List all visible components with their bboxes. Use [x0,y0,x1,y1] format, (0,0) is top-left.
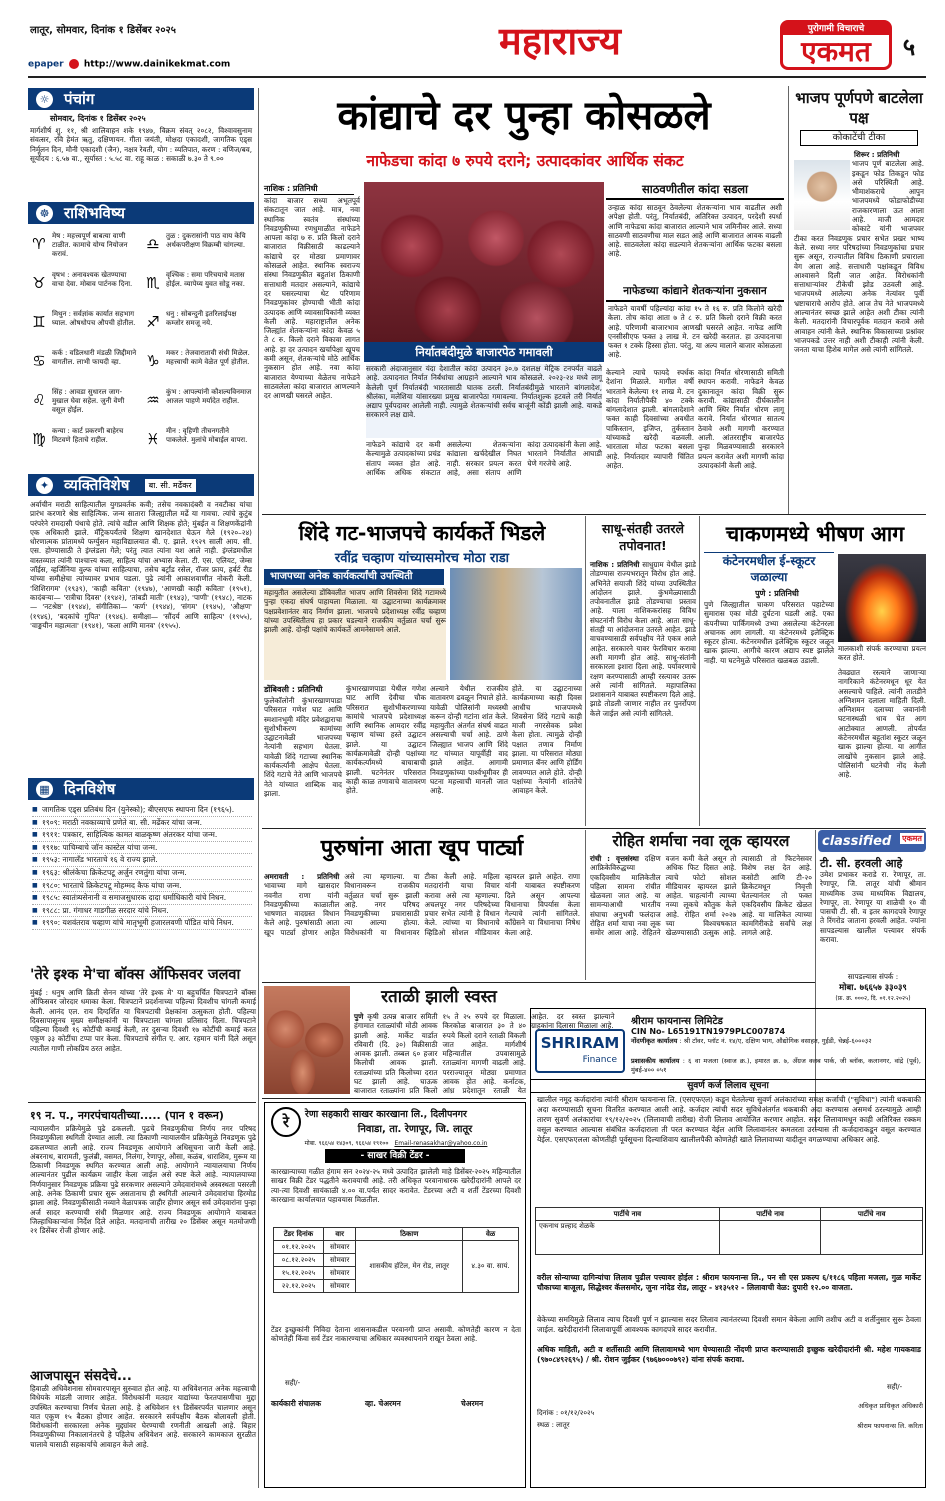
rashi-item [144,232,252,267]
shriram-sign: सही/- [887,1383,903,1391]
zodiac-sign-icon: ♍ [32,430,46,448]
chakan-byline: पुणे : प्रतिनिधी [755,589,799,598]
paper-logo-box [780,20,892,70]
rohit-headline: रोहित शर्माचा नवा लूक व्हायरल [612,832,790,850]
ratali-text: कृषी उत्पन्न बाजार समिती हंगामात रताळ्यांची मोठी आवक झाली आहे. मार्केट यार्डात रविवारी (दि. ३०) विक्रीसाठी आवक झाली. तब्बल ६० हजार किलोची आवक झाली. रताळ्यांच्या प्रति किलोच्या दरात घट झाली आहे. घाऊक बाजारात रताळ्यांना प्रति किलो १५ ते २५ रुपये दर मिळाला. किरकोळ बाजारात ३० ते ४० रुपये किलो दराने रताळी विकली जात आहेत. मार्गशीर्ष महिन्यातील उपवासामुळे रताळ्यांना मागणी वाढली आहे. परराज्यातून मोठ्या प्रमाणात आवक होत आहे. कर्नाटक, आंध्र प्रदेशातून रताळी येत आहेत. दर स्वस्त झाल्याने ग्राहकांना दिलासा मिळाला आहे. [354,1012,615,1096]
renaa-table-row [274,1241,519,1254]
shriram-logo-main: SHRIRAM [540,1034,620,1052]
bjp-byline: शिरूर : प्रतिनिधी [854,150,900,159]
shriram-office-text: श्री टॉवर, प्लॉट नं. १४/ए, दक्षिण भाग, औद्योगिक वसाहत, गुईंडी, चेन्नई-६०००३२ [683,1037,872,1045]
dinvishesh-item: ■ जागतिक एड्स प्रतिबंध दिन (युनेस्को); बीएसएफ स्थापना दिन (१९६५). [32,804,252,817]
rashi-item [30,427,138,462]
dinvishesh-item: ■ १९८५: स्वातंत्र्यसेनानी व समाजसुधारक दादा धर्माधिकारी यांचे निधन. [32,892,252,905]
bjp-text: भाजप पूर्ण बाटलेला आहे. इकडून फोड तिकडून फोड असे परिस्थिती आहे. भीमाशंकराचे आपुन भाजपमध्ये फोडाफोडीच्या राजकारणाला ऊत आला आहे. माजी आमदार कोकाटे यांनी भाजपवर टीका करत निवडणूक प्रचार सभेत प्रखर भाष्य केले. सध्या नगर परिषदांच्या निवडणुकांचा प्रचार सुरू असून, राज्यातील विविध ठिकाणी प्रचाराला वेग आला आहे. सत्ताधारी पक्षांकडून विविध आश्वासने दिली जात आहेत. विरोधकांनी सत्ताधाऱ्यांवर टीकेची झोड उठवली आहे. भाजपमध्ये आलेल्या अनेक नेत्यांवर पूर्वी भ्रष्टाचाराचे आरोप होते. आज तेच नेते भाजपमध्ये आल्यानंतर स्वच्छ झाले आहेत अशी टीका त्यांनी केली. मतदारांनी विचारपूर्वक मतदान करावे असे आवाहन त्यांनी केले. स्थानिक विकासाच्या प्रश्नांवर भाजपकडे उत्तर नाही अशी टीकाही त्यांनी केली. जनता याचा हिशेब मागेल असे त्यांनी सांगितले. [794,159,924,355]
ishq-body: मुंबई : धनुष आणि क्रिती सेनन यांच्या 'तेरे इश्क मे' या बहुचर्चित चित्रपटाने बॉक्स ऑफिसवर जोरदार धमाका केला. चित्रपटाने प्रदर्शनाच्या पहिल्या दिवशीच चांगली कमाई केली. आनंद एल. राय दिग्दर्शित या चित्रपटाची प्रेक्षकांना उत्सुकता होती. पहिल्या दिवसापासूनच मुख्य समीक्षकांनी या चित्रपटाला चांगला प्रतिसाद दिला. चित्रपटाने पहिल्या दिवशी १६ कोटींची कमाई केली, तर दुसऱ्या दिवशी १७ कोटींची कमाई करत एकूण ३३ कोटींचा टप्पा पार केला. चित्रपटाचे संगीत ए. आर. रहमान यांनी दिले असून त्यातील गाणी लोकप्रिय ठरत आहेत. [30,988,256,1053]
vyakti-title-bar [28,474,254,496]
zodiac-sign-icon: ♊ [32,313,46,331]
np-body: न्यायालयीन प्रक्रियेमुळे पुढे ढकलली. पुढचे निवडणुकीचा निर्णय नगर परिषद निवडणुकीला स्थगिती देण्यात आली. त्या ठिकाणी न्यायालयीन प्रक्रियेमुळे निवडणूक पुढे ढकलण्यात आली आहे. राज्य निवडणूक आयोगाने अधिसूचना जारी केली आहे. अंबरनाथ, बारामती, फुलंब्री, वसमत, निलंगा, रेणापूर, औसा, कळंब, धाराशिव, मुरूम या ठिकाणी निवडणूक स्थगित करण्यात आली आहे. आयोगाने न्यायालयाचा निर्णय आल्यानंतर पुढील कार्यक्रम जाहीर केला जाईल असे स्पष्ट केले आहे. न्यायालयाच्या निर्णयानुसार निवडणूक प्रक्रिया पुढे सरकणार असल्याने उमेदवारांमध्ये अस्वस्थता पसरली आहे. अनेक ठिकाणी प्रचार सुरू असतानाच ही स्थगिती आल्याने उमेदवारांचा हिरमोड झाला आहे. निवडणुकीसाठी नव्याने वेळापत्रक जाहीर होणार असून सर्व उमेदवारांना पुन्हा अर्ज सादर करण्याची संधी मिळणार आहे. राज्य निवडणूक आयोगाने याबाबत जिल्हाधिकाऱ्यांना निर्देश दिले आहेत. मतदानाची तारीख २० डिसेंबर असून मतमोजणी २१ डिसेंबर रोजी होणार आहे. [30,1124,256,1236]
classified-contact: सापडल्यास संपर्क : [847,972,899,981]
rashi-text: कर्क : वडिलधारी मंडळी जिद्दीमाने वागतील. लाभी फायदी व्हा. [52,349,137,366]
section-title: महाराज्य [499,19,621,63]
renaa-title: रेणा सहकारी साखर कारखाना लि., दिलीपनगर [305,1109,467,1120]
panchang-body: मार्गशीर्ष शु. ११, श्री शालिवाहन शके १९४७, विक्रम संवत् २०८२, विश्वावसुनाम संवत्सर, रवि हेमंत ऋतु, दक्षिणायन. गीता जयंती, मोक्षदा एकादशी, जागतिक एड्स निर्मूलन दिन, मौनी एकादशी (जैन), नक्षत्र रेवती, योग : व्यतिपात, करण : वणिज/बव, सूर्योदय : ६.५७ वा., सूर्यास्त : ५.५८ वा. राहू काळ : सकाळी ७.३० ते ९.०० [30,126,252,163]
purush-headline: पुरुषांना आता खूप पार्ट्या [320,836,524,861]
classified-banner [818,830,926,852]
rohit-byline: रांची : वृत्तसंस्था [590,854,639,863]
main-body-2: सरकारी अंदाजानुसार यंदा देशातील कांदा उत्पादन ३०.७ दशलक्ष मेट्रिक टनपर्यंत वाढले आहे. उत्पादनात निर्यात निर्बंधांचा आग्रहाने आल्याने भाव कोसळले. २०२३-२४ मध्ये लागू केलेली पूर्ण निर्यातबंदी भारतासाठी घातक ठरली. निर्यातबंदीमुळे भारताने बांगलादेश, श्रीलंका, मलेशिया यांसारख्या प्रमुख बाजारपेठा गमावल्या. निर्यातशुल्क हटवले तरी निर्यात अद्याप पूर्वपदावर आलेली नाही. त्यामुळे शेतकऱ्यांची सर्वच बाजूंनी कोंडी झाली आहे. याकडे सरकारने लक्ष द्यावे. [366,364,602,438]
paper-name: एकमत [801,35,871,68]
panchang-date: सोमवार, दिनांक १ डिसेंबर २०२५ [50,114,146,123]
bjp-headline: भाजप पूर्णपणे बाटलेला पक्ष [795,89,923,127]
shriram-place: स्थळ : लातूर [537,1421,570,1429]
shriram-company: श्रीराम फायनान्स लिमिटेड [631,1016,723,1027]
classified-label: classified [822,834,892,849]
dinvishesh-item: ■ १९८८: प्रा. गंगाधर गाडगीळ सरदार यांचे निधन. [32,905,252,918]
renaa-notice: कारखान्याच्या गळीत हंगाम सन २०२४-२५ मध्ये उत्पादित झालेली माहे डिसेंबर-२०२५ महिन्यातील साखर विक्री टेंडर पद्धतीने करावयाची आहे. तरी अधिकृत परवानाधारक खरेदीदारांनी आपले दर त्या-त्या दिवशी सायंकाळी ४.०० वा.पर्यंत सादर करावेत. टेंडरच्या अटी व शर्ती टेंडरच्या दिवशी कारखाना कार्यालयात पहावयास मिळतील. [271,1167,521,1204]
shriram-empty-cell [719,1221,821,1255]
rashi-item [30,349,138,384]
renaa-tender-table [273,1227,519,1293]
ishq-headline: 'तेरे इश्क मे'चा बॉक्स ऑफिसवर जलवा [30,967,241,983]
renaa-logo: रे [271,1107,301,1137]
classified-mobile: मोबा. ७६६५७ ३३०३९ [839,983,907,993]
shinde-photo [450,568,582,680]
shinde-body-2: कुंभारखाणपाडा येथील गणेश घाट आणि देवीचा चौक परिसरात सुशोभीकरणाच्या कामांचे भाजपचे प्रदेशाध्यक्ष आणि स्थानिक आमदार रवींद्र चव्हाण यांच्या हस्ते उद्घाटन झाले. या उद्घाटन कार्यक्रमावेळी दोन्ही पक्षांच्या कार्यकर्त्यांमध्ये बाचाबाची झाली. घटनेनंतर परिसरात काही काळ तणावाचे वातावरण होते. [346,684,426,796]
rashi-title: राशिभविष्य [64,204,125,222]
onion-photo [364,182,604,342]
purush-right-rule [585,830,586,980]
shinde-headline: शिंदे गट-भाजपचे कार्यकर्ते भिडले [298,521,546,545]
renaa-date-cell: ०८.१२.२०२५ [274,1254,324,1267]
rashi-item [30,271,138,306]
globe-icon [69,59,79,69]
sadhu-body [590,560,696,824]
zodiac-sign-icon: ♈ [32,235,46,253]
rashi-item [144,271,252,306]
renaa-col-header: वेळ [463,1228,519,1241]
sadhu-text: साधुग्राम येथील झाडे तोडण्यास राज्यभरातून विरोध होत आहे. अभिनेते सयाजी शिंदे यांच्या उपस्थितीत आंदोलन झाले. कुंभमेळ्यासाठी तपोवनातील झाडे तोडण्याचा प्रस्ताव आहे. याला नाशिककरांसह विविध संघटनांनी विरोध केला आहे. आता साधू-संतही या आंदोलनात उतरले आहेत. झाडे वाचवण्यासाठी सर्वपक्षीय नेते एकत्र आले आहेत. सरकारने यावर फेरविचार करावा अशी मागणी होत आहे. साधू-संतांनी सरकारला इशारा दिला आहे. पर्यावरणाचे रक्षण करण्यासाठी आम्ही रस्त्यावर उतरू असे त्यांनी सांगितले. महापालिका प्रशासनाने याबाबत स्पष्टीकरण दिले आहे. झाडे तोडली जाणार नाहीत तर पुनर्रोपण केले जाईल असे त्यांनी सांगितले. [590,560,697,718]
rashi-item [144,349,252,384]
panchang-title-bar [28,88,254,110]
zodiac-sign-icon: ♑ [146,352,160,370]
zodiac-sign-icon: ♌ [32,391,46,409]
classified-body: उमेश प्रभाकर कराडे रा. रेणापूर, ता. रेणापूर, जि. लातूर यांची श्रीमान माध्यमिक उच्च माध्यमिक विद्यालय, रेणापूर, ता. रेणापूर या शाळेची १० वी पासची टी. सी. व इतर कागदपत्रे रेणापूर ते रिंगरोड जाताना हरवली आहेत. ज्यांना सापडल्यास खालील पत्त्यावर संपर्क करावा. [820,870,926,945]
row-rule-2 [262,828,926,829]
bjp-photo-spacer [794,159,852,233]
page-number: ५ [902,33,916,61]
renaa-address: निवाडा, ता. रेणापूर, जि. लातूर [357,1124,473,1135]
chakan-body-2: तेवढ्यात रस्त्याने जाणाऱ्या नागरिकाने कंटेनरमधून धूर येत असल्याचे पाहिले. त्यांनी तातडीने अग्निशमन दलाला माहिती दिली. अग्निशमन दलाच्या जवानांनी घटनास्थळी धाव घेत आग आटोक्यात आणली. तोपर्यंत कंटेनरमधील बहुतांश स्कूटर जळून खाक झाल्या होत्या. या आगीत लाखोंचे नुकसान झाले आहे. पोलिसांनी घटनेची नोंद केली आहे. [838,668,926,780]
renaa-phone: मोबा. ९६६५४ १४३०९, ९६६५४ १९१०० [304,1140,389,1147]
sadhu-byline: नाशिक : प्रतिनिधी [590,560,640,569]
shriram-logo [535,1029,625,1073]
rashi-text: वृषभ : अनावश्यक खेतण्याचा वाचा देवा. मोबाव पार्टनक दिना. [52,271,133,288]
box2-title: नाफेडच्या कांद्याने शेतकऱ्यांना नुकसान [606,284,784,302]
main-headline: कांद्याचे दर पुन्हा कोसळले [337,93,711,139]
shriram-col-header: पार्टीचे नाव [821,1208,923,1221]
shriram-contact: अधिक माहिती, अटी व शर्तीसाठी आणि लिलावामध्ये भाग घेण्यासाठी नोंदणी प्राप्त करण्यासाठी इच्छुक खरेदीदारांनी श्री. महेश गायकवाड (९७०८४९२६९५) / श्री. रोशन जुईकर (९७६७०००७९२) यांना संपर्क करावा. [537,1345,921,1364]
person-icon: ✦ [36,477,53,494]
zodiac-sign-icon: ♋ [32,352,46,370]
shriram-table-header [536,1208,923,1221]
rashi-text: तुळ : दुकरासांनी पाठ वाय केयि अर्थकपरीक्षण विक्रम्बी चांगल्या. [166,232,246,249]
purush-body [264,872,580,980]
box2-body: नाफेडने यावर्षी पहिल्यांदा कांदा १५ ते १६ रु. प्रति किलोने खरेदी केला. तोच कांदा आता ७ ते ८ रु. प्रति किलो दराने विक्री करत आहे. परिणामी बाजारभाव आणखी घसरले आहेत. नाफेड आणि एनसीसीएफ फक्त ३ लाख मे. टन खरेदी करतात. हा उत्पादनाचा फक्त १ टक्के हिस्सा होता. परंतु, या अल्प मालाने बाजार कोसळला आहे. [608,304,782,360]
shriram-signatory: अधिकृत प्राधिकृत अधिकारी [858,1402,923,1410]
chakan-headline: चाकणमध्ये भीषण आग [725,522,905,546]
bjp-body [794,150,924,512]
dinvishesh-item: ■ १९६३: श्रीलंकेचा क्रिकेटपटू अर्जुन रणतुंगा यांचा जन्म. [32,867,252,880]
sweet-potato-photo [264,986,350,1094]
zodiac-sign-icon: ♒ [146,391,160,409]
row-rule-3 [262,982,815,983]
ratali-bottom-rule [262,1098,526,1099]
chakan-subhead: कंटेनरमधील ई-स्कूटर जळाल्या [704,552,834,585]
rashi-text: मिथुन : सर्वज्ञांक कार्यात सहभाग घ्याल. ओषधोपच औपची होतील. [52,310,136,327]
main-body-5: कांदा निर्यात धोरणासाठी समिती स्थापन करावी. नाफेडने केवळ दुकानातून कांदा विक्री सुरू करावी. कांद्यासाठी दीर्घकालीन आणि स्थिर निर्यात धोरण लागू करावे. निर्यात धोरणात सातत्य ठेवावे अशी मागणी करण्यात आली. आंतरराष्ट्रीय बाजारपेठ पुन्हा मिळवण्यासाठी सरकारने प्रयत्न करावेत अशी मागणी कांदा उत्पादकांनी केली आहे. [698,368,784,470]
left-col-rule [258,88,259,1488]
shriram-signatory2: श्रीराम फायनान्स लि. करिता [857,1422,923,1430]
renaa-place-cell: शासकीय हॉटेल, मेन रोड, लातूर [356,1241,463,1293]
calendar-icon: ▦ [36,781,53,798]
rashi-text: वृश्चिक : समा परिचयाचे मतास होईल. व्यापेय्य युवत सोडू नका. [166,271,245,288]
dinvishesh-title-bar [28,778,254,800]
vyakti-title: व्यक्तिविशेष [64,476,130,494]
box1-body: उन्हाळ कांदा साठवून ठेवलेल्या शेतकऱ्यांना भाव वाढतील अशी अपेक्षा होती. परंतु, निर्यातबंदी, अतिरिक्त उत्पादन, परदेशी स्पर्धा आणि नाफेडचा कांदा बाजारात आल्याने भाव जमिनीवर आले. सध्या साठवणी साठवणीचा माल सडत आहे आणि बाजारात आवक वाढली आहे. साठवलेला कांदा सडल्याने शेतकऱ्यांना आर्थिक फटका बसला आहे. [608,203,782,259]
rashi-text: मकर : तेजवारातावी संधी मिळेल. महत्त्वाची कामे वेळेत पूर्ण होतील. [166,349,250,366]
shriram-office: नोंदणीकृत कार्यालय : श्री टॉवर, प्लॉट नं. १४/ए, दक्षिण भाग, औद्योगिक वसाहत, गुईंडी, चेन्नई-६०००३२ [631,1037,872,1045]
sadhu-right-rule [699,516,700,826]
shriram-cin: CIN No- L65191TN1979PLC007874 [631,1027,786,1036]
rashi-text: धनु : सोबन्दुनी इतरिलाईपक्ष कम्जोर समजू नये. [166,310,237,327]
date-line: लातूर, सोमवार, दिनांक १ डिसेंबर २०२५ [30,25,176,36]
fire-photo [838,554,926,642]
renaa-ad [264,1102,526,1488]
purush-byline: अमरावती : प्रतिनिधी [264,872,340,881]
shriram-branch-label: प्रशासकीय कार्यालय [631,1057,680,1065]
ratali-headline: रताळी झाली स्वस्त [381,987,497,1007]
rashi-item [144,427,252,462]
dinvishesh-item: ■ १९९०: यशवंतराव चव्हाण यांचे मातृभूमी हजारलवणी पॉडित यांचे निधन. [32,917,252,930]
rashi-grid [30,232,254,472]
shriram-empty-cell [821,1221,923,1255]
shriram-party-name: एकनाथ प्रल्हाद शेळके [536,1221,720,1255]
rashi-text: कन्या : कार्ट प्रकरणी बाहेरच मिटवणे हिताचे राहील. [52,427,124,444]
renaa-table-header [274,1228,519,1241]
shriram-office-label: नोंदणीकृत कार्यालय [631,1037,678,1045]
dinvishesh-item: ■ १९५३: नागालँड भारताचे १६ वे राज्य झाले. [32,854,252,867]
shriram-table-row [536,1221,923,1255]
shinde-body-3: अल्याने येथील राजकीय वातावरण ढवळून निघाले होते. यावेळी पोलिसांनी मध्यस्थी करून दोन्ही गटांना शांत केले. महायुतीत अंतर्गत संघर्ष वाढत असल्याची चर्चा आहे. ठाणे जिल्ह्यात भाजप आणि शिंदे गट यांच्यात यापूर्वीही वाद झाले आहेत. आगामी निवडणुकांच्या पार्श्वभूमीवर ही घटना महत्त्वाची मानली जात आहे. [430,684,508,796]
dinvishesh-item: ■ १९८०: भारताचे क्रिकेटपटू मोहम्मद कैफ यांचा जन्म. [32,880,252,893]
zodiac-sign-icon: ♉ [32,274,46,292]
rashi-item [30,232,138,267]
website-link[interactable]: http://www.dainikekmat.com [83,59,231,70]
divider [28,1102,256,1103]
vyakti-body: अर्वाचीन मराठी साहित्यातील युगप्रवर्तक कवी; तसेच नवकादंबरी व नवटीका यांचा प्रारंभ करणारे श्रेष्ठ साहित्यिक. जन्म सातारा जिल्ह्यातील मर्ढे या गावचा. त्यांचे कुटुंब परंपरेने रामदासी पंथाचे होते. त्यांचे वडील आणि शिक्षक होते; मुंबईत व शिक्षणकेंद्रांनी एक अधिकारी झाले. मॅट्रिकपर्यंतचे शिक्षण खानदेशात घेऊन गेले (१९२०–२४) धोरणात्मक प्रांतामध्ये फर्ग्युसन महाविद्यालयात बी. ए. झाले. १९२९ साली आय. सी. एस. होण्यासाठी ते इंग्लंडला गेले; परंतु त्यात त्यांना यश आले नाही. इंग्लंडमधील वास्तव्यात त्यांनी पाश्चात्त्य कला, साहित्य यांचा अभ्यास केला. टी. एस. एलियट, जेम्स जॉईस, व्हर्जिनिया वुल्फ यांच्या साहित्याचा, तसेच बर्ट्रांड रसेल, रॉजर फ्राय, हर्बर्ट रीड यांच्या समीक्षेचा त्यांच्यावर प्रभाव पडला. पुढे त्यांनी आकाशवाणीत नोकरी केली. 'शिशिरागम' (१९३९), 'काही कविता' (१९४७), 'आणखी काही कविता' (१९५१), कादंबऱ्या— 'रात्रीचा दिवस' (१९४२), 'तांबडी माती' (१९४३), 'पाणी' (१९४८), नाटक— 'नटश्रेष्ठ' (१९४४), संगीतिका— 'कर्ण' (१९४४), 'संगम' (१९४५), 'औक्षण' (१९४६), 'बदकांचे गुपित' (१९४६). समीक्षा— 'सौंदर्य आणि साहित्य' (१९५५), 'वाङ्मयीन महात्मता' (१९४१), 'कला आणि मानव' (१९५५). [30,500,252,630]
shriram-extra: बेकेच्या समयिमुळे लिलाव त्याच दिवशी पूर्ण न झाल्यास सदर लिलाव त्यानंतरच्या दिवशी समान बेकेला आणि तशीच अटी व शर्तीनुसार सुरू ठेवला जाईल. खरेदीदारांनी लिलावापूर्वी आवश्यक कागदपत्रे सादर करावीत. [537,1315,921,1334]
main-body-1: कांदा बाजार सध्या अभूतपूर्व संकटातून जात आहे. मात्र, नवा स्थानिक स्वतंत्र संस्थांच्या निवडणुकीच्या रणधुमाळीत नाफेडने आपला कांदा ७ रु. प्रति किलो दराने बाजारात विक्रीसाठी काढल्याने कांद्याचे दर मोठ्या प्रमाणावर कोसळले आहेत. स्थानिक स्वराज्य संस्था निवडणुकीत बहुतांश ठिकाणी सत्ताधारी मतदार असल्याने, कांद्याचे दर घसरल्याचा थेट परिणाम निवडणुकांवर होण्याची भीती कांदा उत्पादक आणि व्यावसायिकांनी व्यक्त केली आहे. महाराष्ट्रातील अनेक जिल्ह्यांत शेतकऱ्यांना कांदा केवळ ५ ते ८ रु. किलो दराने विकावा लागत आहे. हा दर उत्पादन खर्चापेक्षा खूपच कमी असून, शेतकऱ्यांचे मोठे आर्थिक नुकसान होत आहे. नवा कांदा बाजारात येण्याच्या वेळेतच नाफेडने साठवलेला कांदा बाजारात आणल्याने दर आणखी घसरले आहेत. [264,196,360,401]
renaa-date-cell: १५.१२.२०२५ [274,1267,324,1280]
purush-text: भावाच्या मागे खासदार नवनीत राणा यांनी निवडणुकीच्या काळातील भाषणात वादग्रस्त विधान केले आहे. पुरुषांसाठी आता खूप पार्ट्या होणार आहेत असे त्या म्हणाल्या. या विधानावरून राजकीय वर्तुळात चर्चा सुरू झाली आहे. नगर परिषद निवडणुकीच्या प्रचारासाठी त्या आल्या होत्या. विरोधकांनी या विधानावर टीका केली आहे. महिला मतदारांनी याचा विचार करावा असे त्या म्हणाल्या. अचलपूर नगर परिषदेच्या प्रचार सभेत त्यांनी हे विधान केले. त्यांच्या या विधानाचे व्हिडिओ सोशल मीडियावर व्हायरल झाले आहेत. राणा यांनी याबाबत स्पष्टीकरण दिले असून आपल्या विधानाचा विपर्यास केला गेल्याचे त्यांनी सांगितले. काँग्रेसने या विधानाचा निषेध केला आहे. [264,872,580,937]
shinde-intro: महायुतीत असलेल्या डोंबिवलीत भाजप आणि शिवसेना शिंदे गटामध्ये पुन्हा एकदा संघर्ष पाहायला मिळाला. या उद्घाटनाच्या कार्यक्रमावर पक्षप्रवेशानंतर वाद निर्माण झाला. भाजपचे प्रदेशाध्यक्ष रवींद्र चव्हाण यांच्या उपस्थितीतच हा प्रकार घडल्याने राजकीय वर्तुळात चर्चा सुरू झाली आहे. दोन्ही पक्षांचे कार्यकर्ते आमनेसामने आले. [264,588,446,680]
renaa-date-cell: ०१.१२.२०२५ [274,1241,324,1254]
dinvishesh-list [32,804,252,964]
ratali-byline: पुणे [354,1012,364,1021]
dinvishesh-item: ■ १९११: पत्रकार, साहित्यिक कामत बाळकृष्ण अंतरकर यांचा जन्म. [32,829,252,842]
sun-icon: ☼ [36,91,53,108]
shriram-date: दिनांक : ०१/१२/२०२५ [537,1409,595,1417]
shriram-col-header: पार्टीचे नाव [719,1208,821,1221]
renaa-sale-title: - साखर विक्री टेंडर - [325,1149,465,1163]
renaa-col-header: ठिकाण [356,1228,463,1241]
renaa-table-body [274,1241,519,1293]
renaa-day-cell: सोमवार [323,1254,355,1267]
renaa-day-cell: सोमवार [323,1280,355,1293]
chakan-body-1: पुणे जिल्ह्यातील चाकण परिसरात पहाटेच्या सुमारास एका मोठी दुर्घटना घडली आहे. एका कंपनीच्या पार्किंगमध्ये उभ्या असलेल्या कंटेनरला अचानक आग लागली. या कंटेनरमध्ये इलेक्ट्रिक स्कूटर होत्या. कंटेनरमधील इलेक्ट्रिक स्कूटर जळून खाक झाल्या. आगीचे कारण अद्याप स्पष्ट झालेले नाही. या घटनेमुळे परिसरात खळबळ उडाली. [704,600,834,665]
sadhu-headline: साधू-संतही उतरले तपोवनात! [602,521,684,553]
np-headline: १९ न. प., नगरपंचायतीच्या..... (पान १ वरून) [30,1109,224,1122]
renaa-col-header: टेंडर दिनांक [274,1228,324,1241]
renaa-sign3: चेअरमन [461,1399,484,1408]
onion-photo-caption: निर्यातबंदीमुळे बाजारपेठ गमावली [364,342,604,362]
dinvishesh-item: ■ १९०९: मराठी नवकाव्याचे प्रणेते बा. सी. मर्ढेकर यांचा जन्म. [32,817,252,830]
classified-brand: एकमत [902,834,922,843]
rashi-text: सिंह : आवडा सुधारल जाग-मुखाल घेवा सहेल. जुनी वेणी वसूल होईल. [52,388,125,414]
shriram-notice-body: खालील नमूद कर्जदारांना त्यांनी श्रीराम फायनान्स लि. (एसएफएल) कडून घेतलेल्या सुवर्ण अलंकारांच्या समक्ष कर्जाची ("सुविधा") त्यांनी थकबाकी अदा करण्यासाठी सूचना वितरित करण्यात आली आहे. कर्जदार त्यांची सदर सुविधेअंतर्गत थकबाकी अदा करण्यास असमर्थ ठरल्यामुळे आम्ही तारण सुवर्ण अलंकारांचा १९/१२/२०२५ (लिलावाची तारीख) रोजी लिलाव आयोजित करणार आहोत. सदर लिलावामधून काही अतिरिक्त रक्कम वसूल करण्यात आल्यास संबंधित कर्जदाराला ती परत करण्यात येईल आणि लिलावानंतर कमतरता उरल्यास ती कर्जदाराकडून वसूल करण्यात येईल. एसएफएलला कोणतीही पूर्वसूचना दिल्याशिवाय खालीलपैकी कोणतेही खाते लिलावाच्या यादीतून वगळण्याचा अधिकार आहे. [537,1095,921,1144]
rashi-item [144,388,252,423]
chakan-caption: मालकाशी संपर्क करण्याचा प्रयत्न करत होते. [838,644,926,663]
shinde-kicker: भाजपच्या अनेक कार्यकर्त्यांची उपस्थिती [264,569,444,585]
row-rule-1 [262,514,926,515]
rohit-body [590,854,812,980]
shriram-auction: वरील सोन्याच्या दागिन्यांचा लिलाव पुढील पत्त्यावर होईल : श्रीराम फायनान्स लि., पन सी एस प्रकल्प ६/११८६ पहिला मजला, गुळ मार्केट चौकाच्या बाजूला, सिद्धेश्वर कॅलसमोर, जुना नांदेड रोड, लातूर - ४१३५१२ - लिलावाची वेळ: दुपारी १२.०० वाजता. [537,1273,921,1292]
main-right-rule [788,86,789,514]
renaa-time-cell: ४.३० वा. सायं. [463,1241,519,1293]
epaper-bar [28,59,230,73]
masthead [0,0,945,78]
renaa-sign1-role: कार्यकारी संचालक [271,1399,321,1408]
aajpasun-body: हिवाळी अधिवेशनास सोमवारपासून सुरुवात होत आहे. या अधिवेशनात अनेक महत्त्वाची विधेयके मांडली जाणार आहेत. विरोधकांनी मतदार याद्यांच्या फेरतपासणीचा मुद्दा उपस्थित करण्याचा निर्णय घेतला आहे. हे अधिवेशन १९ डिसेंबरपर्यंत चालणार असून यात एकूण १५ बैठका होणार आहेत. सरकारने सर्वपक्षीय बैठक बोलावली होती. विरोधकांनी सरकारला अनेक मुद्द्यांवर घेरण्याची रणनीती आखली आहे. बिहार निवडणुकीच्या निकालानंतरचे हे पहिलेच अधिवेशन आहे. सरकारने कामकाज सुरळीत चालावे यासाठी सहकार्याचे आवाहन केले आहे. [30,1384,256,1449]
shinde-body-1: फुलेकॉलोनी कुंभारखाणपाडा परिसरात गणेश घाट आणि स्मशानभूमी मंदिर प्रवेशद्वाराचा सुशोभीकरण कामांच्या उद्घाटनावेळी भाजपच्या नेत्यांनी सहभाग घेतला. यावेळी शिंदे गटाच्या स्थानिक कार्यकर्त्यांनी आक्षेप घेतला. शिंदे गटाचे नेते आणि भाजपचे नेते यांच्यात शाब्दिक वाद झाला. [264,696,342,798]
shriram-table [535,1207,923,1255]
renaa-contact [269,1139,523,1147]
tagline: पुरोगामी विचाराचे [783,23,889,35]
rashi-item [144,310,252,345]
main-subhead: नाफेडचा कांदा ७ रुपये दराने; उत्पादकांवर आर्थिक संकट [366,152,684,170]
rashi-text: कुंभ : आपल्यांनी कौशल्यविनमाज आजल पाहणे मर्यादेत राहील. [166,388,252,405]
zodiac-sign-icon: ♏ [146,274,160,292]
renaa-col-header: वार [323,1228,355,1241]
shinde-right-rule [585,516,586,826]
renaa-sign1: सही/- [285,1379,301,1387]
shriram-branch: प्रशासकीय कार्यालय : ६ वा मजला (स्वाज क्र.), इमारत क्र. ७, अँग्रज क्लब पार्क, जी ब्लॉक, कलानगर, वांद्रे (पूर्व), मुंबई-४०० ०५१ [631,1057,921,1074]
zodiac-sign-icon: ♓ [146,430,160,448]
box1-title: साठवणीतील कांदा सडला [606,182,784,200]
main-body-4: केल्याने त्याचे फायदे स्पर्धक देशांना मिळाले. मागील वर्षी भारताने केलेल्या ११ लाख मे. टन कांदा निर्यातीपैकी ४० टक्के बांगलादेशात झाली. बांगलादेशाने फक्त काही दिवसांच्या अवधीत पाकिस्तान, इजिप्त, तुर्कस्तान यांच्याकडे खरेदी वळवली. भारताला मोठा फटका बसला आहे. निर्यातदार व्यापारी चिंतित आहेत. [606,368,694,470]
classified-ref: (फ्र. क्र. ०००२, दि. ०१.१२.२०२५) [835,995,911,1002]
epaper-label: epaper [28,59,64,70]
panchang-title: पंचांग [64,90,95,108]
renaa-footer-note: टेंडर इच्छुकांनी निविदा देताना शासनाकडील परवानगी प्राप्त असावी. कोणतेही कारण न देता कोणतेही किंवा सर्व टेंडर नाकारण्याचा अधिकार व्यवस्थापनाने राखून ठेवला आहे. [271,1325,521,1344]
renaa-day-cell: सोमवार [323,1241,355,1254]
shinde-byline: डोंबिवली : प्रतिनिधी [264,685,323,694]
shinde-subhead: रवींद्र चव्हाण यांच्यासमोरच मोठा राडा [334,551,510,566]
shriram-notice-title: सुवर्ण कर्ज लिलाव सूचना [531,1079,925,1093]
rashi-item [30,310,138,345]
zodiac-icon: ☸ [36,205,53,222]
bjp-kicker: कोकाटेंची टीका [800,130,918,146]
zodiac-sign-icon: ♎ [146,235,160,253]
shriram-ad [530,1008,926,1488]
shriram-logo-sub: Finance [582,1055,617,1065]
masthead-rule [28,76,926,78]
renaa-email[interactable]: Email-renasakhar@yahoo.co.in [394,1140,488,1147]
zodiac-sign-icon: ♐ [146,313,160,331]
main-body-3: नाफेडने कांद्याचे दर कमी केल्यामुळे उत्पादकांच्या प्रचंड संताप व्यक्त होत आहे. आर्थिक अधिक संकटात असलेल्या शेतकऱ्यांना कांद्याला खर्चदेखील निघत नाही. सरकार प्रयत्न करत आहे, असा संताप आणि कांदा उत्पादकांनी केला आहे. भारताने निर्यातीत आघाडी घेणे गरजेचे आहे. [366,440,602,477]
dinvishesh-item: ■ १९१७: पाचिम्बाचे जॉन कास्टेल यांचा जन्म. [32,842,252,855]
renaa-sign2: व्हा. चेअरमन [365,1399,401,1408]
rashi-text: मेष : महत्त्वपूर्ण बाबत्या वाणी टाळीत. कामाचे योग्य नियोजन करावं. [52,232,128,258]
renaa-day-cell: सोमवार [323,1267,355,1280]
shinde-body-4: होते. या उद्घाटनाच्या कार्यक्रमाच्या काही दिवस आधीच भाजपमध्ये शिवसेना शिंदे गटाचे काही माजी नगरसेवक प्रवेश केला होता. त्यामुळे दोन्ही पक्षात तणाव निर्माण झाला. या परिसरात मोठ्या प्रमाणात बॅनर आणि होर्डिंग लावण्यात आले होते. दोन्ही पक्षांच्या नेत्यांनी शांततेचे आवाहन केले. [512,684,582,796]
shriram-branch-text: ६ वा मजला (स्वाज क्र.), इमारत क्र. ७, अँग्रज क्लब पार्क, जी ब्लॉक, कलानगर, वांद्रे (पूर्व), मुंबई-४०० ०५१ [631,1057,921,1074]
shriram-col-header: पार्टीचे नाव [536,1208,720,1221]
rashi-item [30,388,138,423]
rohit-text: दक्षिण आफ्रिकेविरुद्धच्या एकदिवसीय मालिकेतील पहिला सामना रांचीत खेळवला जात आहे. या सामन्याआधी भारतीय संघाचा अनुभवी फलंदाज रोहित शर्मा याचा नवा लूक समोर आला आहे. रोहितने वजन कमी केले असून तो अधिक फिट दिसत आहे. त्याचे फोटो सोशल मीडियावर व्हायरल झाले आहेत. चाहत्यांनी त्याच्या नव्या लूकचे कौतुक केले आहे. रोहित शर्मा २०२७ च्या विश्वचषकात खेळण्यासाठी उत्सुक आहे. त्यासाठी तो फिटनेसवर विशेष लक्ष देत आहे. कसोटी आणि टी-२० क्रिकेटमधून निवृत्ती घेतल्यानंतर तो फक्त एकदिवसीय क्रिकेट खेळत आहे. या मालिकेत त्याच्या कामगिरीकडे सर्वांचे लक्ष लागले आहे. [590,854,812,938]
dinvishesh-title: दिनविशेष [64,780,116,798]
renaa-date-cell: २२.१२.२०२५ [274,1280,324,1293]
aajpasun-headline: आजपासून संसदेचे... [30,1369,132,1384]
main-byline: नाशिक : प्रतिनिधी [264,183,354,195]
vyakti-name: बा. सी. मर्ढेकर [145,479,196,492]
rashi-title-bar [28,202,254,224]
classified-title: टी. सी. हरवली आहे [820,857,903,870]
rashi-text: मीन : वृहिणी तीचनगतीने पाकलेले. मुलांचे मोबाईल वापरा. [166,427,248,444]
